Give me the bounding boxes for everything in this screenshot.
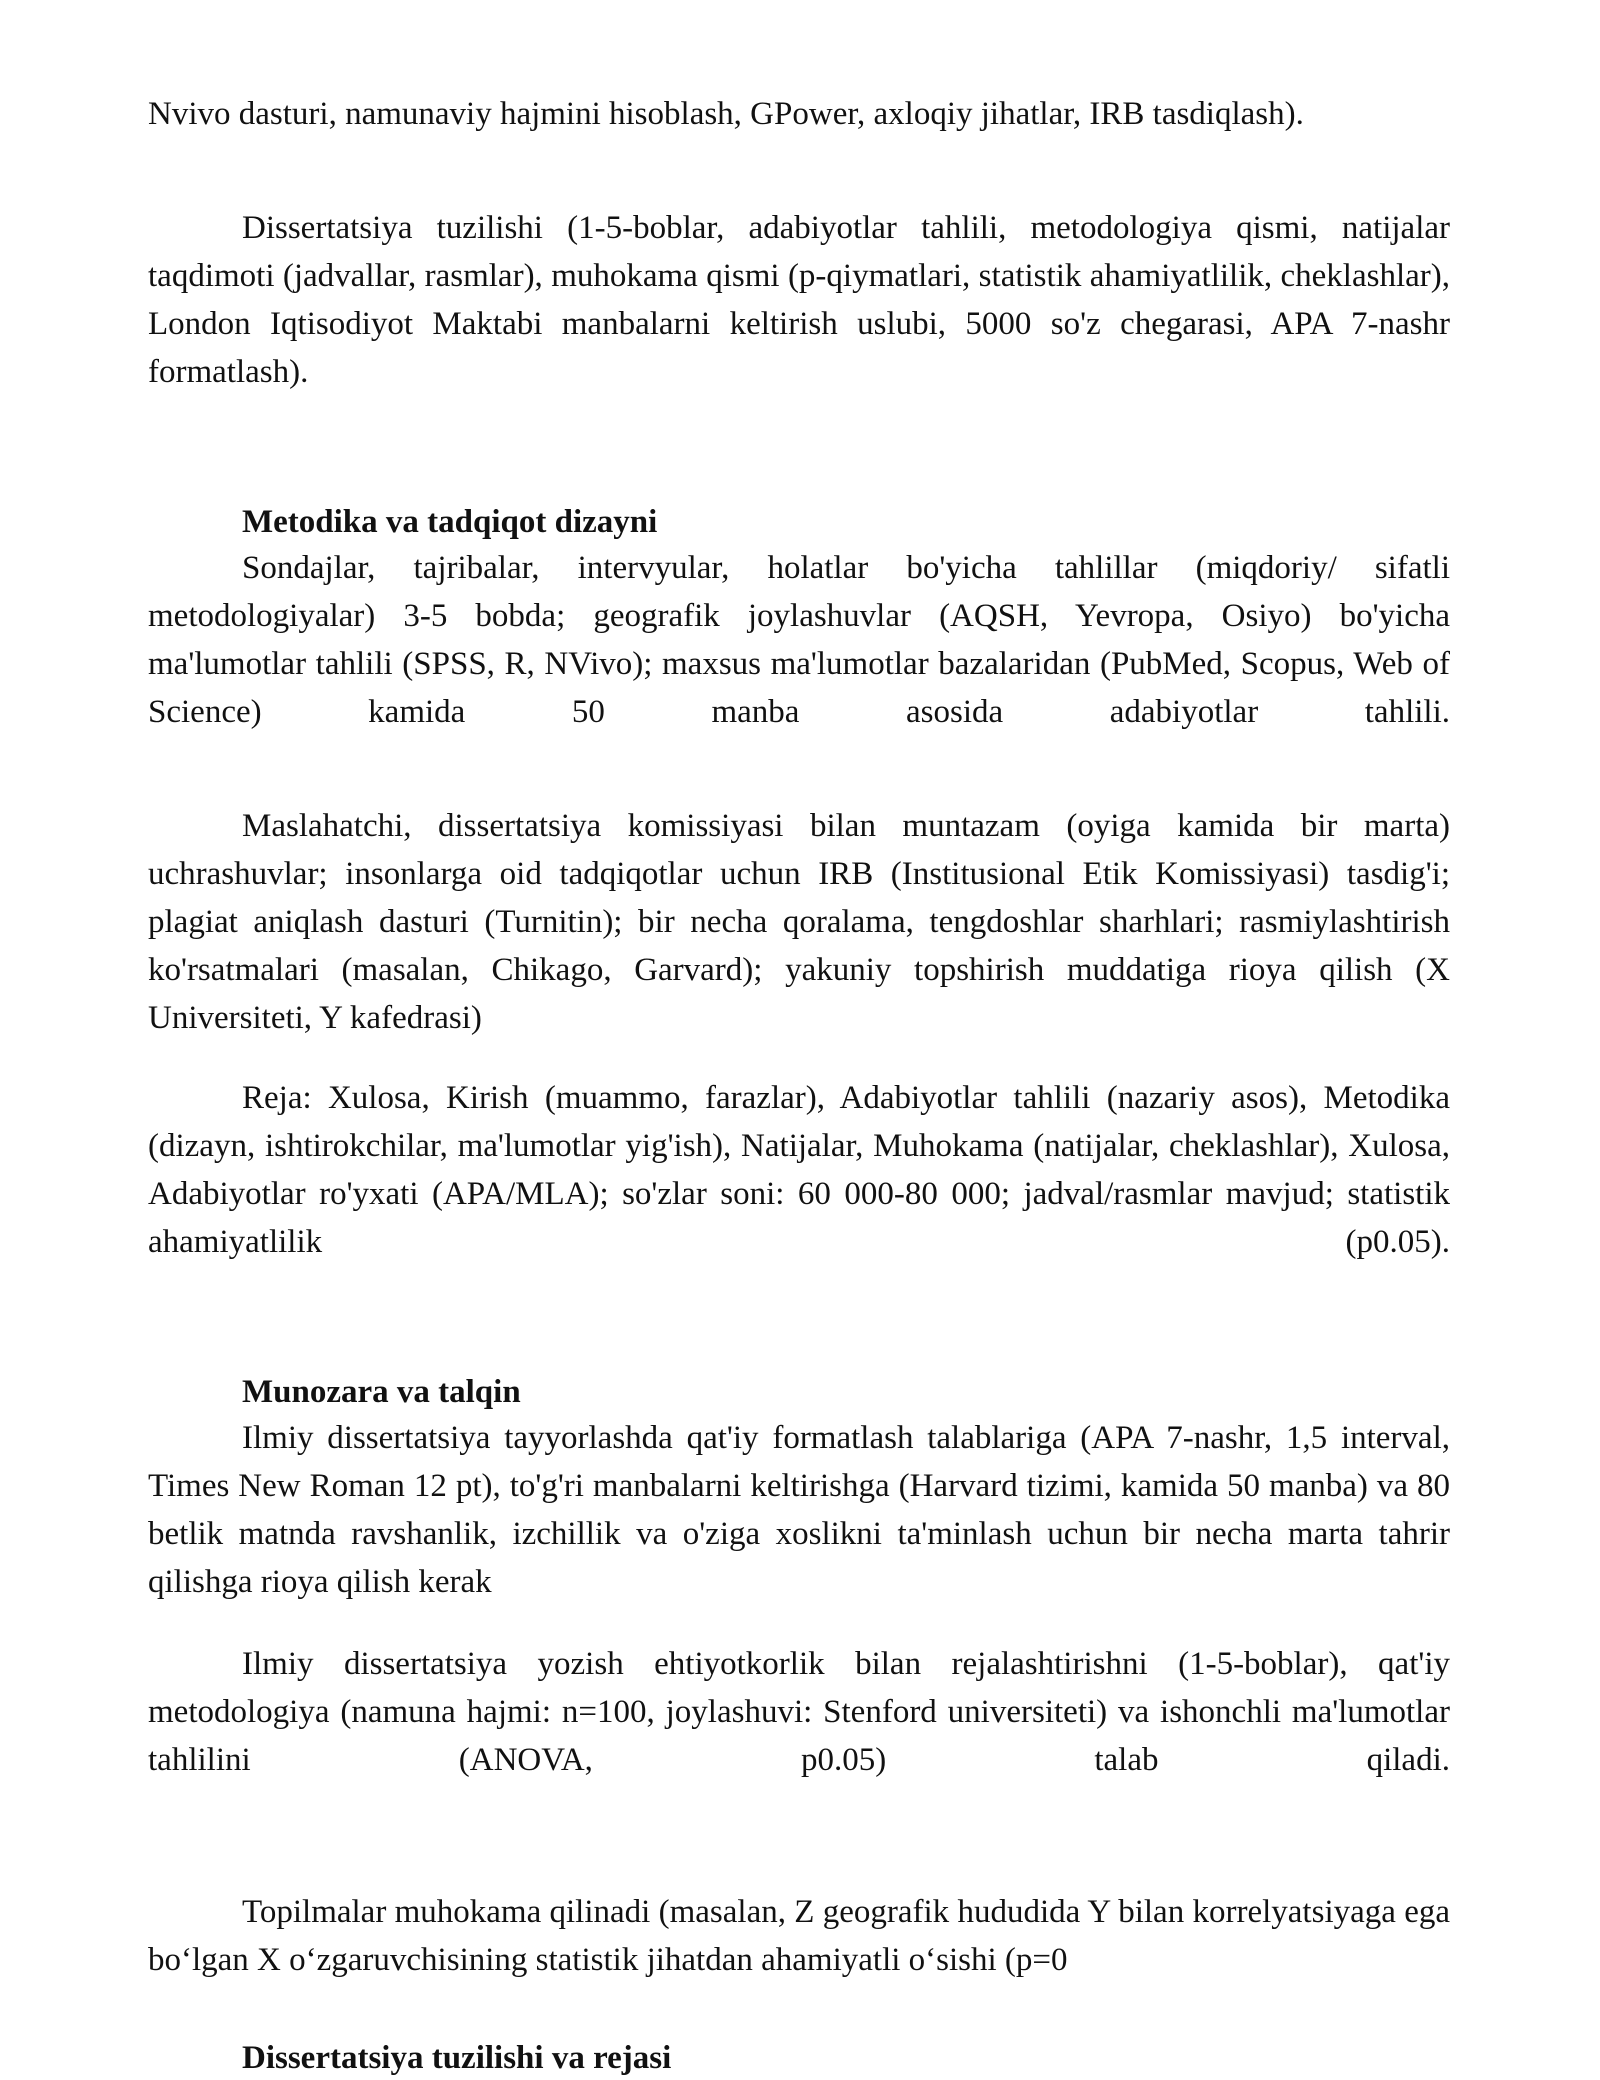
section-heading: Metodika va tadqiqot dizayni [242,504,658,540]
document-page [148,90,1450,2080]
paragraph: Reja: Xulosa, Kirish (muammo, farazlar), Adabiyotlar tahlili (nazariy asos), Metodika (dizayn, ishtirokchilar, ma'lumotlar yig'ish), Natijalar, Muhokama (natijalar, cheklashlar), Xulosa, Adabiyotlar ro'yxati (APA/MLA); so'zlar soni: 60 000-80 000; jadval/rasmlar mavjud; statistik ahamiyatlilik (p0.05). [148,1080,1450,1260]
section-heading: Munozara va talqin [242,1374,521,1410]
section-heading: Dissertatsiya tuzilishi va rejasi [242,2040,672,2076]
paragraph: Topilmalar muhokama qilinadi (masalan, Z geografik hududida Y bilan korrelyatsiyaga ega boʻlgan X oʻzgaruvchisining statistik jihatdan ahamiyatli oʻsishi (p=0 [148,1894,1450,1978]
paragraph: Ilmiy dissertatsiya tayyorlashda qat'iy formatlash talablariga (APA 7-nashr, 1,5 interval, Times New Roman 12 pt), to'g'ri manbalarni keltirishga (Harvard tizimi, kamida 50 manba) va 80 betlik matnda ravshanlik, izchillik va o'ziga xoslikni ta'minlash uchun bir necha marta tahrir qilishga rioya qilish kerak [148,1420,1450,1600]
paragraph: Dissertatsiya tuzilishi (1-5-boblar, adabiyotlar tahlili, metodologiya qismi, natijalar taqdimoti (jadvallar, rasmlar), muhokama qismi (p-qiymatlari, statistik ahamiyatlilik, cheklashlar), London Iqtisodiyot Maktabi manbalarni keltirish uslubi, 5000 so'z chegarasi, APA 7-nashr formatlash). [148,210,1450,390]
paragraph: Nvivo dasturi, namunaviy hajmini hisoblash, GPower, axloqiy jihatlar, IRB tasdiqlash). [148,96,1304,132]
paragraph: Ilmiy dissertatsiya yozish ehtiyotkorlik bilan rejalashtirishni (1-5-boblar), qat'iy metodologiya (namuna hajmi: n=100, joylashuvi: Stenford universiteti) va ishonchli ma'lumotlar tahlilini (ANOVA, p0.05) talab qiladi. [148,1646,1450,1778]
paragraph: Maslahatchi, dissertatsiya komissiyasi bilan muntazam (oyiga kamida bir marta) uchrashuvlar; insonlarga oid tadqiqotlar uchun IRB (Institusional Etik Komissiyasi) tasdig'i; plagiat aniqlash dasturi (Turnitin); bir necha qoralama, tengdoshlar sharhlari; rasmiylashtirish ko'rsatmalari (masalan, Chikago, Garvard); yakuniy topshirish muddatiga rioya qilish (X Universiteti, Y kafedrasi) [148,808,1450,1036]
paragraph: Sondajlar, tajribalar, intervyular, holatlar bo'yicha tahlillar (miqdoriy/ sifatli metodologiyalar) 3-5 bobda; geografik joylashuvlar (AQSH, Yevropa, Osiyo) bo'yicha ma'lumotlar tahlili (SPSS, R, NVivo); maxsus ma'lumotlar bazalaridan (PubMed, Scopus, Web of Science) kamida 50 manba asosida adabiyotlar tahlili. [148,550,1450,730]
